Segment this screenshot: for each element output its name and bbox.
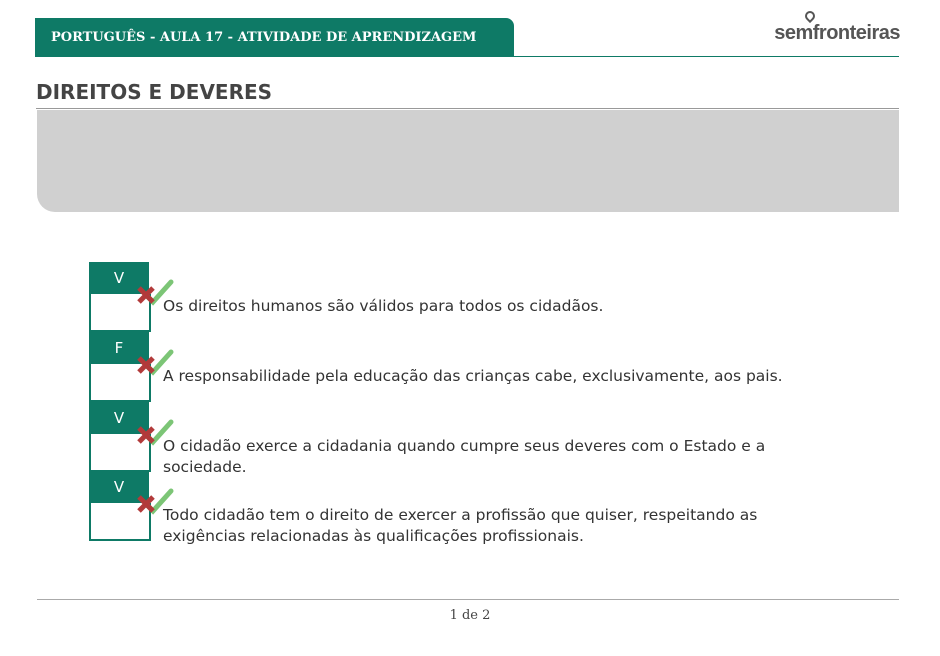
x-mark-icon bbox=[139, 358, 153, 372]
answer-label: V bbox=[89, 262, 149, 294]
instruction-text-obscured bbox=[99, 122, 889, 153]
statement-text: A responsabilidade pela educação das crianças cabe, exclusivamente, aos pais. bbox=[163, 367, 783, 385]
statement-text: O cidadão exerce a cidadania quando cumpre seus deveres com o Estado e a sociedade. bbox=[163, 437, 766, 476]
brand-logo bbox=[774, 22, 900, 45]
statement-item bbox=[89, 402, 809, 476]
course-header bbox=[35, 18, 514, 57]
course-title: PORTUGUÊS - AULA 17 - ATIVIDADE DE APRENDIZAGEM bbox=[51, 30, 477, 45]
location-pin-icon bbox=[803, 9, 817, 23]
logo-text: semfronteiras bbox=[774, 22, 900, 44]
answer-label: V bbox=[89, 402, 149, 434]
instruction-panel bbox=[37, 110, 899, 212]
answer-label: F bbox=[89, 332, 149, 364]
statement-item bbox=[89, 471, 809, 545]
statement-text: Os direitos humanos são válidos para todos os cidadãos. bbox=[163, 297, 604, 315]
header-divider bbox=[35, 56, 899, 57]
answer-label: V bbox=[89, 471, 149, 503]
x-mark-icon bbox=[139, 428, 153, 442]
footer-divider bbox=[37, 599, 899, 600]
x-mark-icon bbox=[139, 288, 153, 302]
statement-item bbox=[89, 262, 809, 332]
title-divider bbox=[36, 108, 899, 109]
x-mark-icon bbox=[139, 497, 153, 511]
statement-item bbox=[89, 332, 809, 402]
statement-text: Todo cidadão tem o direito de exercer a profissão que quiser, respeitando as exigências relacionadas às qualificações profissionais. bbox=[163, 506, 758, 545]
page-indicator: 1 de 2 bbox=[449, 608, 491, 623]
page-title: DIREITOS E DEVERES bbox=[36, 80, 273, 104]
